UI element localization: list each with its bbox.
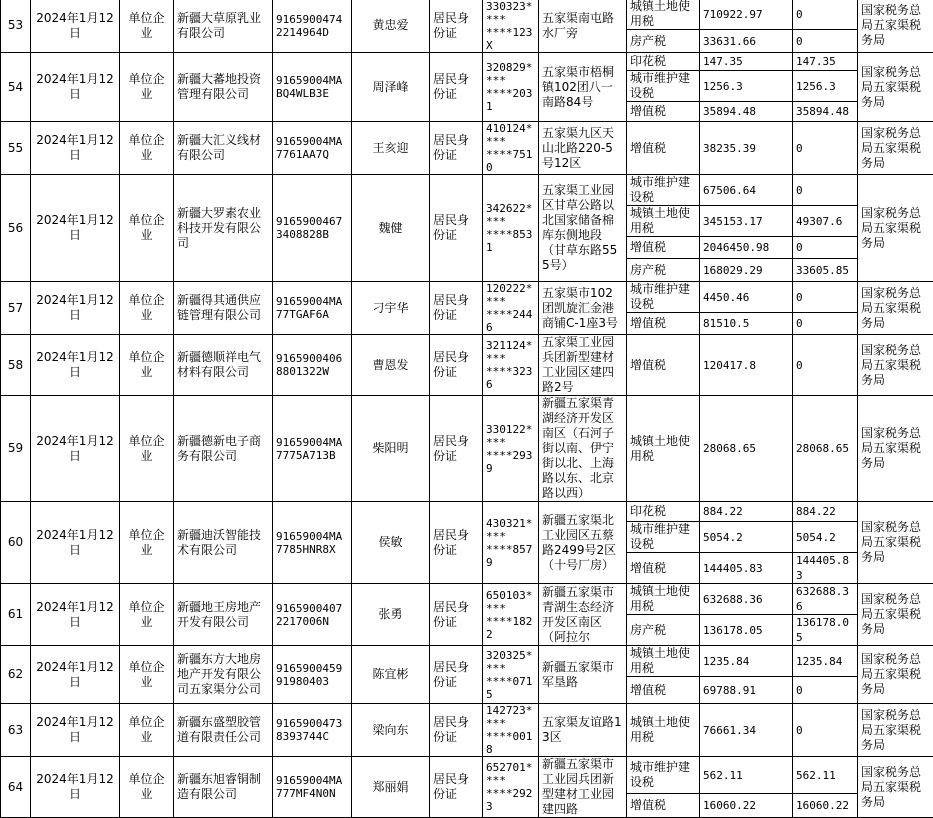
id-number: 430321**** ****8579 [483, 502, 539, 584]
credit-code: 91659004072217006N [273, 584, 352, 646]
table-row [1, 282, 933, 313]
table-row [1, 122, 933, 175]
declaration-date: 2024年1月12日 [31, 502, 120, 584]
legal-person: 黄忠爱 [352, 0, 430, 53]
arrears-amount: 147.35 [700, 53, 793, 71]
tax-authority: 国家税务总局五家渠税务局 [858, 175, 933, 282]
tax-item: 增值税 [627, 553, 700, 584]
current-arrears: 1235.84 [793, 646, 858, 677]
legal-person: 王亥迎 [352, 122, 430, 175]
id-type: 居民身份证 [430, 757, 483, 818]
taxpayer-type: 单位企业 [120, 175, 174, 282]
declaration-date: 2024年1月12日 [31, 0, 120, 53]
declaration-date: 2024年1月12日 [31, 396, 120, 502]
id-number: 650103**** ****1822 [483, 584, 539, 646]
tax-authority: 国家税务总局五家渠税务局 [858, 282, 933, 335]
declaration-date: 2024年1月12日 [31, 704, 120, 757]
arrears-amount: 120417.8 [700, 335, 793, 396]
tax-authority: 国家税务总局五家渠税务局 [858, 757, 933, 818]
tax-item: 印花税 [627, 502, 700, 522]
tax-authority: 国家税务总局五家渠税务局 [858, 396, 933, 502]
current-arrears: 1256.3 [793, 71, 858, 102]
table-row [1, 335, 933, 396]
legal-person: 魏健 [352, 175, 430, 282]
tax-item: 增值税 [627, 237, 700, 259]
id-type: 居民身份证 [430, 122, 483, 175]
business-address: 五家渠九区天山北路220-5号12区 [539, 122, 627, 175]
table-row [1, 0, 933, 30]
tax-item: 城镇土地使用税 [627, 646, 700, 677]
credit-code: 916590045991980403 [273, 646, 352, 704]
current-arrears: 0 [793, 0, 858, 30]
taxpayer-type: 单位企业 [120, 335, 174, 396]
business-address: 五家渠市梧桐镇102团八一南路84号 [539, 53, 627, 122]
declaration-date: 2024年1月12日 [31, 122, 120, 175]
id-type: 居民身份证 [430, 175, 483, 282]
row-number: 53 [1, 0, 31, 53]
tax-item: 城镇土地使用税 [627, 206, 700, 237]
id-type: 居民身份证 [430, 704, 483, 757]
current-arrears: 0 [793, 704, 858, 757]
id-type: 居民身份证 [430, 502, 483, 584]
arrears-amount: 168029.29 [700, 259, 793, 282]
current-arrears: 147.35 [793, 53, 858, 71]
taxpayer-name: 新疆地王房地产开发有限公司 [174, 584, 273, 646]
tax-item: 城镇土地使用税 [627, 584, 700, 615]
current-arrears: 0 [793, 30, 858, 53]
taxpayer-type: 单位企业 [120, 53, 174, 122]
legal-person: 柴阳明 [352, 396, 430, 502]
legal-person: 周泽峰 [352, 53, 430, 122]
taxpayer-name: 新疆大罗素农业科技开发有限公司 [174, 175, 273, 282]
tax-item: 城市维护建设税 [627, 175, 700, 206]
declaration-date: 2024年1月12日 [31, 584, 120, 646]
arrears-amount: 884.22 [700, 502, 793, 522]
table-row [1, 502, 933, 522]
credit-code: 91659004738393744C [273, 704, 352, 757]
taxpayer-name: 新疆东方大地房地产开发有限公司五家渠分公司 [174, 646, 273, 704]
current-arrears: 0 [793, 313, 858, 335]
business-address: 五家渠友谊路13区 [539, 704, 627, 757]
credit-code: 91659004MA777MF4N0N [273, 757, 352, 818]
current-arrears: 632688.36 [793, 584, 858, 615]
table-body [1, 0, 933, 818]
row-number: 56 [1, 175, 31, 282]
id-type: 居民身份证 [430, 646, 483, 704]
row-number: 57 [1, 282, 31, 335]
arrears-amount: 710922.97 [700, 0, 793, 30]
id-type: 居民身份证 [430, 335, 483, 396]
taxpayer-name: 新疆迪沃智能技术有限公司 [174, 502, 273, 584]
tax-item: 房产税 [627, 615, 700, 646]
business-address: 五家渠市102团凯旋汇金港商铺C-1座3号 [539, 282, 627, 335]
current-arrears: 0 [793, 122, 858, 175]
tax-item: 城镇土地使用税 [627, 704, 700, 757]
taxpayer-type: 单位企业 [120, 502, 174, 584]
tax-item: 城市维护建设税 [627, 71, 700, 102]
current-arrears: 136178.05 [793, 615, 858, 646]
table-row [1, 396, 933, 502]
current-arrears: 884.22 [793, 502, 858, 522]
tax-item: 增值税 [627, 313, 700, 335]
arrears-amount: 76661.34 [700, 704, 793, 757]
tax-item: 增值税 [627, 102, 700, 122]
row-number: 59 [1, 396, 31, 502]
id-type: 居民身份证 [430, 53, 483, 122]
legal-person: 陈宜彬 [352, 646, 430, 704]
tax-authority: 国家税务总局五家渠税务局 [858, 0, 933, 53]
taxpayer-type: 单位企业 [120, 282, 174, 335]
business-address: 新疆五家渠市工业园兵团新型建材工业园建四路 [539, 757, 627, 818]
row-number: 58 [1, 335, 31, 396]
business-address: 五家渠工业园区甘草公路以北国家储备棉库东侧地段（甘草东路555号） [539, 175, 627, 282]
taxpayer-type: 单位企业 [120, 646, 174, 704]
taxpayer-name: 新疆东盛塑胶管道有限责任公司 [174, 704, 273, 757]
taxpayer-name: 新疆东旭睿铜制造有限公司 [174, 757, 273, 818]
tax-item: 城市维护建设税 [627, 282, 700, 313]
credit-code: 91659004MABQ4WLB3E [273, 53, 352, 122]
arrears-amount: 28068.65 [700, 396, 793, 502]
tax-authority: 国家税务总局五家渠税务局 [858, 53, 933, 122]
id-type: 居民身份证 [430, 584, 483, 646]
taxpayer-type: 单位企业 [120, 584, 174, 646]
current-arrears: 16060.22 [793, 794, 858, 818]
table-row [1, 757, 933, 794]
id-number: 320829**** ****2031 [483, 53, 539, 122]
legal-person: 刁宇华 [352, 282, 430, 335]
id-number: 321124**** ****3236 [483, 335, 539, 396]
legal-person: 侯敏 [352, 502, 430, 584]
credit-code: 91659004MA7761AA7Q [273, 122, 352, 175]
declaration-date: 2024年1月12日 [31, 646, 120, 704]
arrears-amount: 136178.05 [700, 615, 793, 646]
arrears-amount: 67506.64 [700, 175, 793, 206]
row-number: 61 [1, 584, 31, 646]
taxpayer-name: 新疆得其通供应链管理有限公司 [174, 282, 273, 335]
arrears-amount: 562.11 [700, 757, 793, 794]
taxpayer-type: 单位企业 [120, 757, 174, 818]
row-number: 54 [1, 53, 31, 122]
credit-code: 91659004742214964D [273, 0, 352, 53]
id-type: 居民身份证 [430, 396, 483, 502]
legal-person: 曹恩发 [352, 335, 430, 396]
id-number: 342622**** ****8531 [483, 175, 539, 282]
tax-authority: 国家税务总局五家渠税务局 [858, 584, 933, 646]
current-arrears: 144405.83 [793, 553, 858, 584]
business-address: 新疆五家渠市军垦路 [539, 646, 627, 704]
table-row [1, 175, 933, 206]
arrears-amount: 632688.36 [700, 584, 793, 615]
tax-item: 房产税 [627, 30, 700, 53]
id-number: 652701**** ****2923 [483, 757, 539, 818]
tax-item: 房产税 [627, 259, 700, 282]
declaration-date: 2024年1月12日 [31, 757, 120, 818]
row-number: 60 [1, 502, 31, 584]
business-address: 新疆五家渠市青湖生态经济开发区南区（阿拉尔 [539, 584, 627, 646]
tax-authority: 国家税务总局五家渠税务局 [858, 502, 933, 584]
arrears-amount: 144405.83 [700, 553, 793, 584]
arrears-amount: 35894.48 [700, 102, 793, 122]
declaration-date: 2024年1月12日 [31, 335, 120, 396]
tax-item: 印花税 [627, 53, 700, 71]
credit-code: 91659004MA77TGAF6A [273, 282, 352, 335]
taxpayer-type: 单位企业 [120, 122, 174, 175]
id-number: 320325**** ****0715 [483, 646, 539, 704]
arrears-amount: 5054.2 [700, 522, 793, 553]
current-arrears: 28068.65 [793, 396, 858, 502]
declaration-date: 2024年1月12日 [31, 53, 120, 122]
current-arrears: 0 [793, 335, 858, 396]
credit-code: 91659004673408828B [273, 175, 352, 282]
tax-authority: 国家税务总局五家渠税务局 [858, 335, 933, 396]
arrears-amount: 38235.39 [700, 122, 793, 175]
tax-item: 城市维护建设税 [627, 757, 700, 794]
id-number: 142723**** ****0018 [483, 704, 539, 757]
arrears-amount: 1235.84 [700, 646, 793, 677]
table-row [1, 646, 933, 677]
table-row [1, 704, 933, 757]
current-arrears: 49307.6 [793, 206, 858, 237]
table-row [1, 584, 933, 615]
declaration-date: 2024年1月12日 [31, 175, 120, 282]
arrears-amount: 2046450.98 [700, 237, 793, 259]
current-arrears: 33605.85 [793, 259, 858, 282]
tax-item: 城镇土地使用税 [627, 396, 700, 502]
legal-person: 张勇 [352, 584, 430, 646]
tax-authority: 国家税务总局五家渠税务局 [858, 704, 933, 757]
row-number: 64 [1, 757, 31, 818]
taxpayer-type: 单位企业 [120, 396, 174, 502]
taxpayer-type: 单位企业 [120, 704, 174, 757]
arrears-amount: 345153.17 [700, 206, 793, 237]
tax-item: 增值税 [627, 677, 700, 704]
current-arrears: 0 [793, 677, 858, 704]
tax-item: 城市维护建设税 [627, 522, 700, 553]
arrears-amount: 69788.91 [700, 677, 793, 704]
arrears-amount: 1256.3 [700, 71, 793, 102]
tax-item: 增值税 [627, 335, 700, 396]
id-number: 120222**** ****2446 [483, 282, 539, 335]
tax-authority: 国家税务总局五家渠税务局 [858, 122, 933, 175]
current-arrears: 5054.2 [793, 522, 858, 553]
taxpayer-name: 新疆大蕃地投资管理有限公司 [174, 53, 273, 122]
id-number: 330323**** ****123X [483, 0, 539, 53]
tax-authority: 国家税务总局五家渠税务局 [858, 646, 933, 704]
current-arrears: 562.11 [793, 757, 858, 794]
credit-code: 91659004068801322W [273, 335, 352, 396]
taxpayer-name: 新疆德顺祥电气材料有限公司 [174, 335, 273, 396]
legal-person: 梁向东 [352, 704, 430, 757]
id-type: 居民身份证 [430, 0, 483, 53]
id-number: 330122**** ****2939 [483, 396, 539, 502]
business-address: 新疆五家渠北工业园区五蔡路2499号2区（十号厂房） [539, 502, 627, 584]
credit-code: 91659004MA7785HNR8X [273, 502, 352, 584]
legal-person: 郑丽娟 [352, 757, 430, 818]
declaration-date: 2024年1月12日 [31, 282, 120, 335]
tax-item: 增值税 [627, 122, 700, 175]
taxpayer-name: 新疆大汇义线材有限公司 [174, 122, 273, 175]
arrears-amount: 4450.46 [700, 282, 793, 313]
current-arrears: 0 [793, 237, 858, 259]
id-number: 410124**** ****7510 [483, 122, 539, 175]
row-number: 63 [1, 704, 31, 757]
table-row [1, 53, 933, 71]
tax-item: 城镇土地使用税 [627, 0, 700, 30]
current-arrears: 0 [793, 175, 858, 206]
id-type: 居民身份证 [430, 282, 483, 335]
tax-item: 增值税 [627, 794, 700, 818]
taxpayer-name: 新疆大草原乳业有限公司 [174, 0, 273, 53]
credit-code: 91659004MA7775A713B [273, 396, 352, 502]
business-address: 五家渠南屯路水厂旁 [539, 0, 627, 53]
current-arrears: 0 [793, 282, 858, 313]
taxpayer-type: 单位企业 [120, 0, 174, 53]
business-address: 五家渠工业园兵团新型建材工业园区建四路2号 [539, 335, 627, 396]
arrears-amount: 16060.22 [700, 794, 793, 818]
business-address: 新疆五家渠青湖经济开发区南区（石河子街以南、伊宁街以北、上海路以东、北京路以西） [539, 396, 627, 502]
taxpayer-name: 新疆德新电子商务有限公司 [174, 396, 273, 502]
arrears-amount: 81510.5 [700, 313, 793, 335]
arrears-amount: 33631.66 [700, 30, 793, 53]
current-arrears: 35894.48 [793, 102, 858, 122]
row-number: 55 [1, 122, 31, 175]
row-number: 62 [1, 646, 31, 704]
